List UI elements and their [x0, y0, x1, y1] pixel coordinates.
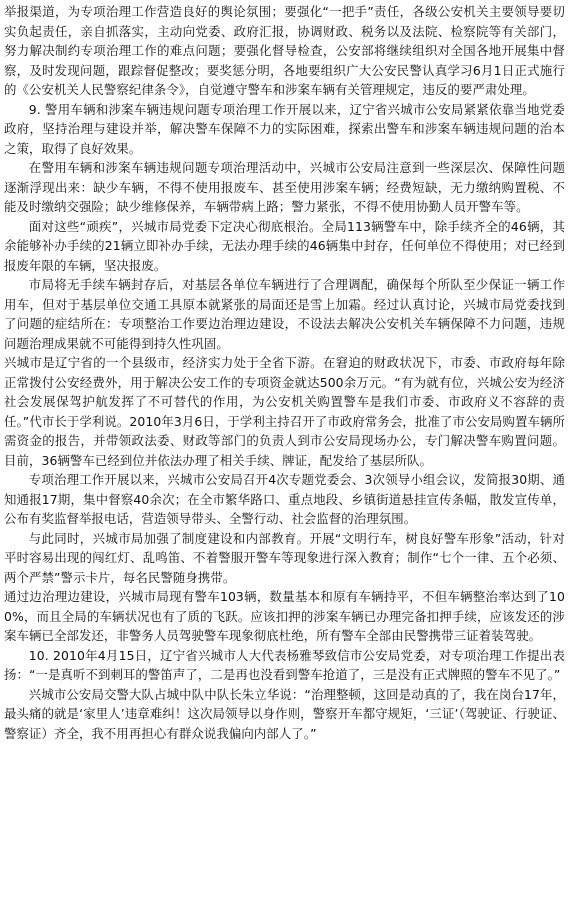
paragraph-5: 市局将无手续车辆封存后，对基层各单位车辆进行了合理调配，确保每个所队至少保证一辆工作用车，但对于基层单位交通工具原本就紧张的局面还是雪上加霜。经过认真讨论，兴城市局党委找到了问题的症结所在：专项整治工作要边治理边建设，不设法去解决公安机关车辆保障不力问题，违规问题治理成果就不可能得到持久性巩固。 [4, 277, 565, 351]
paragraph-8: 与此同时，兴城市局加强了制度建设和内部教育。开展“文明行车，树良好警车形象”活动，针对平时容易出现的闯红灯、乱鸣笛、不着警服开警车等现象进行深入教育；制作“七个一律、五个必须、两个严禁”警示卡片，每名民警随身携带。 [4, 530, 565, 585]
paragraph-2: 9. 警用车辆和涉案车辆违规问题专项治理工作开展以来，辽宁省兴城市公安局紧紧依靠当地党委政府，坚持治理与建设并举，解决警车保障不力的实际困难，探索出警车和涉案车辆违规问题的治本之策，取得了良好效果。 [4, 101, 565, 156]
paragraph-3: 在警用车辆和涉案车辆违规问题专项治理活动中，兴城市公安局注意到一些深层次、保障性问题逐渐浮现出来：缺少车辆，不得不使用报废车、甚至使用涉案车辆；经费短缺，无力缴纳购置税、不能及时缴纳交强险；缺少维修保养，车辆带病上路；警力紧张，不得不使用协勤人员开警车等。 [4, 160, 565, 214]
paragraph-11: 兴城市公安局交警大队占城中队中队长朱立华说：“治理整顿，这回是动真的了，我在岗台17年，最头痛的就是‘家里人’违章难纠！这次局领导以身作则，警察开车都守规矩，‘三证’（驾驶证、行驶证、警察证）齐全，我不用再担心有群众说我偏向内部人了。” [4, 686, 565, 741]
paragraph-4: 面对这些“顽疾”，兴城市局党委下定决心彻底根治。全局113辆警车中，除手续齐全的46辆，其余能够补办手续的21辆立即补办手续，无法办理手续的46辆集中封存，任何单位不得使用；对已经到报废年限的车辆，坚决报废。 [4, 218, 565, 273]
document-page [4, 2, 565, 743]
paragraph-9: 通过边治理边建设，兴城市局现有警车103辆，数量基本和原有车辆持平，不但车辆整治率达到了100%，而且全局的车辆状况也有了质的飞跃。应该扣押的涉案车辆已办理完备扣押手续，应该发还的涉案车辆已全部发还，非警务人员驾驶警车现象彻底杜绝，所有警车全部由民警携带三证着装驾驶。 [4, 589, 565, 643]
paragraph-6: 兴城市是辽宁省的一个县级市，经济实力处于全省下游。在窘迫的财政状况下，市委、市政府每年除正常拨付公安经费外，用于解决公安工作的专项资金就达500余万元。“有为就有位，兴城公安为经济社会发展保驾护航发挥了不可替代的作用，为公安机关购置警车是我们市委、市政府义不容辞的责任。”代市长于学利说。2010年3月6日，于学利主持召开了市政府常务会，批准了市公安局购置车辆所需资金的报告，并带领政法委、财政等部门的负责人到市公安局现场办公，专门解决警车购置问题。目前，36辆警车已经到位并依法办理了相关手续、牌证，配发给了基层所队。 [4, 355, 565, 468]
paragraph-1: 举报渠道，为专项治理工作营造良好的舆论氛围；要强化“一把手”责任，各级公安机关主要领导要切实负起责任，亲自抓落实，主动向党委、政府汇报，协调财政、税务以及法院、检察院等有关部门，努力解决制约专项治理工作的难点问题；要强化督导检查，公安部将继续组织对全国各地开展集中督察，及时发现问题，跟踪督促整改；要奖惩分明，各地要组织广大公安民警认真学习6月1日正式施行的《公安机关人民警察纪律条令》，自觉遵守警车和涉案车辆有关管理规定，违反的要严肃处理。 [4, 4, 565, 97]
paragraph-7: 专项治理工作开展以来，兴城市公安局召开4次专题党委会、3次领导小组会议，发简报30期、通知通报17期，集中督察40余次；在全市繁华路口、重点地段、乡镇街道悬挂宣传条幅，散发宣传单，公布有奖监督举报电话，营造领导带头、全警行动、社会监督的治理氛围。 [4, 472, 565, 526]
paragraph-10: 10. 2010年4月15日，辽宁省兴城市人大代表杨雅琴致信市公安局党委，对专项治理工作提出表扬：“一是真听不到刺耳的警笛声了，二是再也没看到警车抢道了，三是没有正式牌照的警车不见了。” [4, 647, 565, 682]
